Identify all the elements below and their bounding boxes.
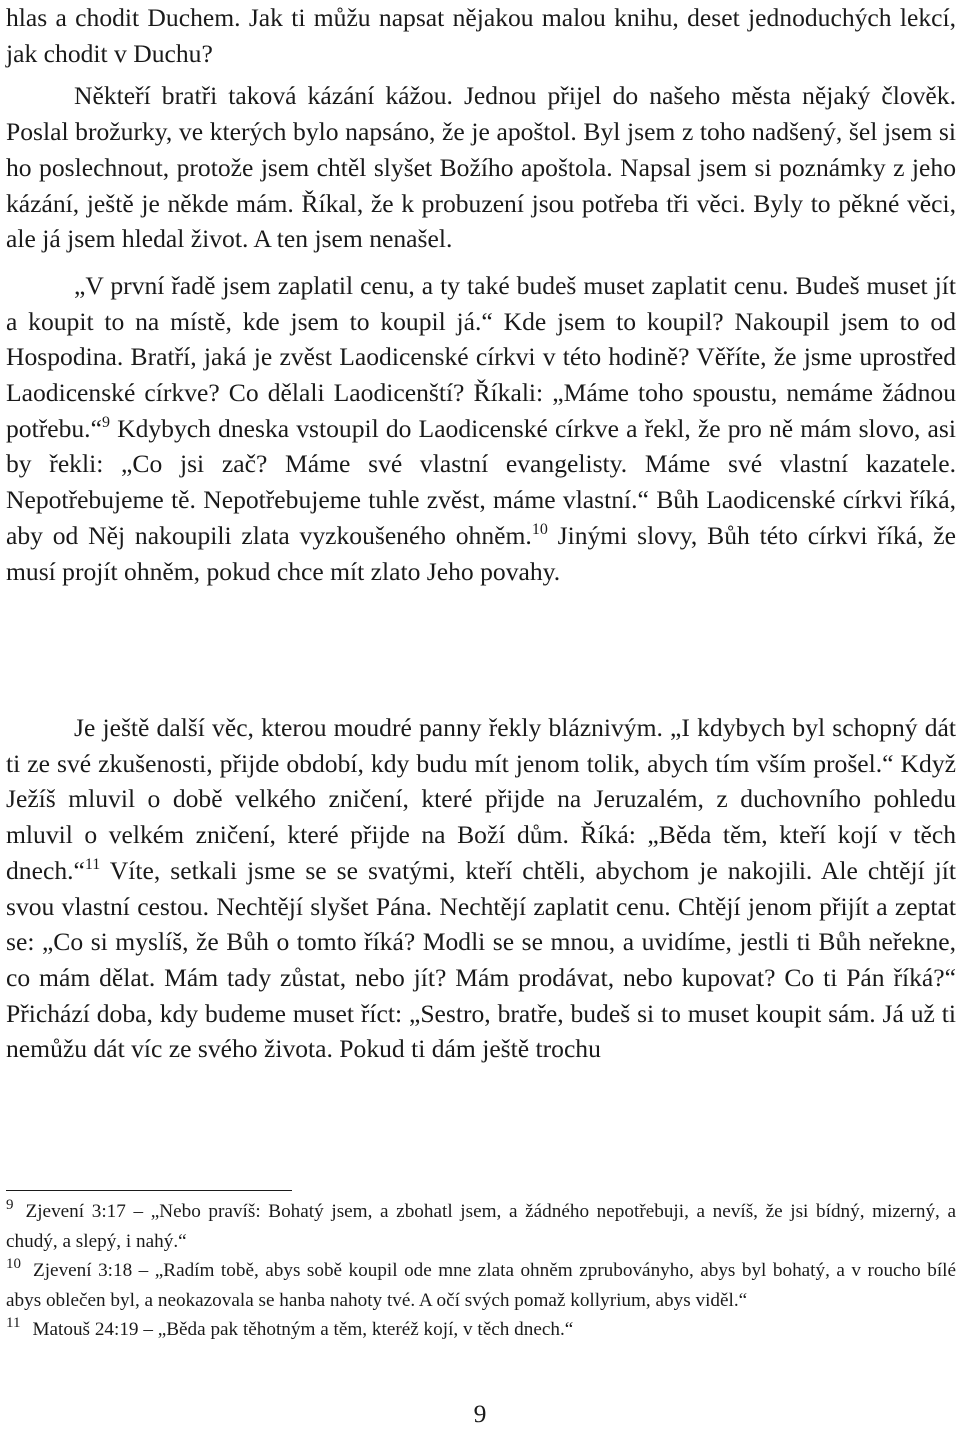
footnote-11 xyxy=(6,1315,956,1345)
paragraph-4-part-a: Je ještě další věc, kterou moudré panny řekly bláznivým. „I kdybych byl schopný dát ti ze své zkušenosti, přijde období, kdy budu mít jenom tolik, abych tím vším prošel.“ Když Ježíš mluvil o době velkého zničení, které přijde na Jeruzalém, z duchovního pohledu mluvil o velkém zničení, které přijde na Boží dům. Říká: „Běda těm, kteří kojí v těch dnech.“ xyxy=(6,713,956,885)
footnote-number: 9 xyxy=(6,1197,14,1213)
footnotes xyxy=(6,1197,956,1345)
paragraph-4-part-b: Víte, setkali jsme se se svatými, kteří chtěli, abychom je nakojili. Ale chtějí jít svou vlastní cestou. Nechtějí slyšet Pána. Nechtějí zaplatit cenu. Chtějí jenom přijít a zeptat se: „Co si myslíš, že Bůh o tomto říká? Modli se se mnou, a uvidíme, jestli ti Bůh neřekne, co mám dělat. Mám tady zůstat, nebo jít? Mám prodávat, nebo kupovat? Co ti Pán říká?“ Přichází doba, kdy budeme muset říct: „Sestro, bratře, budeš si to muset koupit sám. Já už ti nemůžu dát víc ze svého života. Pokud ti dám ještě trochu xyxy=(6,855,956,1064)
footnote-ref-10[interactable]: 10 xyxy=(531,520,548,538)
paragraph-2: Někteří bratři taková kázání kážou. Jednou přijel do našeho města nějaký člověk. Poslal brožurky, ve kterých bylo napsáno, že je apoštol. Byl jsem z toho nadšený, šel jsem si ho poslechnout, protože jsem chtěl slyšet Božího apoštola. Napsal jsem si poznámky z jeho kázání, ještě je někde mám. Říkal, že k probuzení jsou potřeba tři věci. Byly to pěkné věci, ale já jsem hledal život. A ten jsem nenašel. xyxy=(6,81,956,254)
page-number: 9 xyxy=(473,1399,487,1428)
footnote-text: Zjevení 3:18 – „Radím tobě, abys sobě koupil ode mne zlata ohněm zpruboványho, abys byl bohatý, a v roucho bílé abys oblečen byl, a neokazovala se hanba nahoty tvé. A očí svých pomaž kollyrium, abys viděl.“ xyxy=(6,1260,956,1311)
footnote-number: 11 xyxy=(6,1315,21,1331)
body-text-lower xyxy=(6,710,956,1067)
paragraph-3-part-b: Kdybych dneska vstoupil do Laodicenské církve a řekl, že pro ně mám slovo, asi by řekli: „Co jsi zač? Máme své vlastní evangelisty. Máme své vlastní kazatele. Nepotřebujeme tě. Nepotřebujeme tuhle zvěst, máme vlastní.“ Bůh Laodicenské církvi říká, aby od Něj nakoupili zlata vyzkoušeného ohněm. xyxy=(6,413,956,550)
paragraph-3 xyxy=(6,268,956,589)
footnote-10 xyxy=(6,1256,956,1315)
body-text-upper xyxy=(6,0,956,589)
footnote-text: Zjevení 3:17 – „Nebo pravíš: Bohatý jsem, a zbohatl jsem, a žádného nepotřebuji, a nevíš, že jsi bídný, mizerný, a chudý, a slepý, i nahý.“ xyxy=(6,1201,956,1252)
paragraph-3-part-a: „V první řadě jsem zaplatil cenu, a ty také budeš muset zaplatit cenu. Budeš muset jít a koupit to na místě, kde jsem to koupil já.“ Kde jsem to koupil? Nakoupil jsem to od Hospodina. Bratří, jaká je zvěst Laodicenské církvi v této hodině? Věříte, že jsme uprostřed Laodicenské církve? Co dělali Laodicenští? Říkali: „Máme toho spoustu, nemáme žádnou potřebu.“ xyxy=(6,270,956,443)
paragraph-3-part-c: Jinými slovy, Bůh této církvi říká, že musí projít ohněm, pokud chce mít zlato Jeho povahy. xyxy=(6,520,956,586)
footnote-separator xyxy=(6,1190,292,1191)
paragraph-4 xyxy=(6,710,956,1067)
footnote-text: Matouš 24:19 – „Běda pak těhotným a těm, kteréž kojí, v těch dnech.“ xyxy=(32,1319,574,1340)
footnote-ref-11[interactable]: 11 xyxy=(84,855,101,873)
footnote-ref-9[interactable]: 9 xyxy=(101,413,110,431)
footnote-9 xyxy=(6,1197,956,1256)
paragraph-1: hlas a chodit Duchem. Jak ti můžu napsat nějakou malou knihu, deset jednoduchých lekcí, jak chodit v Duchu? xyxy=(6,3,956,68)
footnote-number: 10 xyxy=(6,1256,21,1272)
